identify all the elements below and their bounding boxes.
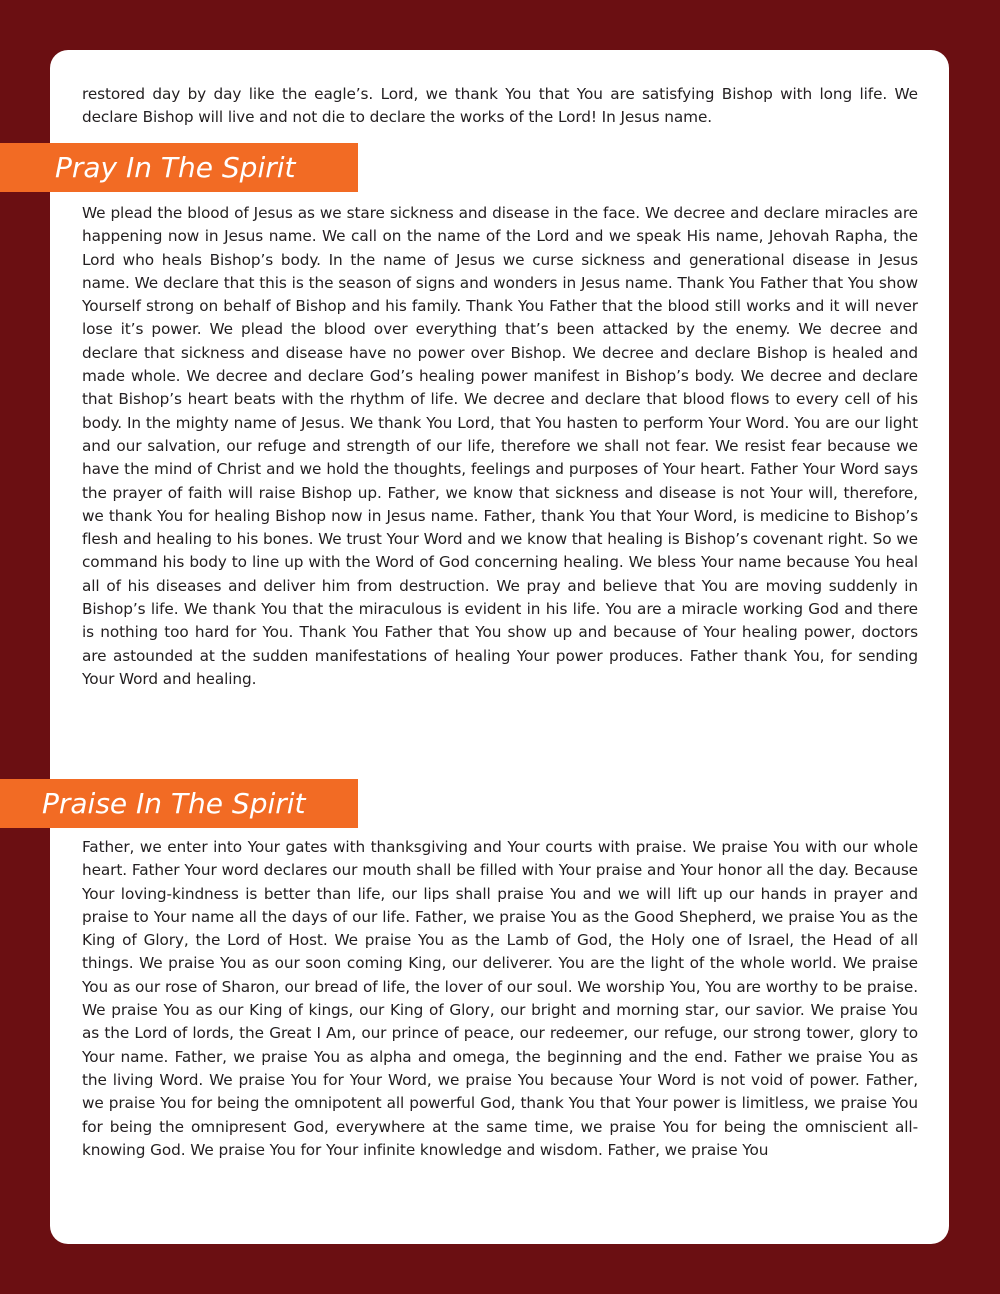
pray-section-heading: Pray In The Spirit [0, 143, 358, 192]
praise-section-heading: Praise In The Spirit [0, 779, 358, 828]
pray-paragraph: We plead the blood of Jesus as we stare sickness and disease in the face. We decree and declare miracles are happening now in Jesus name. We call on the name of the Lord and we speak His name, Jehovah Rapha, the Lord who heals Bishop’s body. In the name of Jesus we curse sickness and generational disease in Jesus name. We declare that this is the season of signs and wonders in Jesus name. Thank You Father that You show Yourself strong on behalf of Bishop and his family. Thank You Father that the blood still works and it will never lose it’s power. We plead the blood over everything that’s been attacked by the enemy. We decree and declare that sickness and disease have no power over Bishop. We decree and declare Bishop is healed and made whole. We decree and declare God’s healing power manifest in Bishop’s body. We decree and declare that Bishop’s heart beats with the rhythm of life. We decree and declare that blood flows to every cell of his body. In the mighty name of Jesus. We thank You Lord, that You hasten to perform Your Word. You are our light and our salvation, our refuge and strength of our life, therefore we shall not fear. We resist fear because we have the mind of Christ and we hold the thoughts, feelings and purposes of Your heart. Father Your Word says the prayer of faith will raise Bishop up. Father, we know that sickness and disease is not Your will, therefore, we thank You for healing Bishop now in Jesus name. Father, thank You that Your Word, is medicine to Bishop’s flesh and healing to his bones. We trust Your Word and we know that healing is Bishop’s covenant right. So we command his body to line up with the Word of God concerning healing. We bless Your name because You heal all of his diseases and deliver him from destruction. We pray and believe that You are moving suddenly in Bishop’s life. We thank You that the miraculous is evident in his life. You are a miracle working God and there is nothing too hard for You. Thank You Father that You show up and because of Your healing power, doctors are astounded at the sudden manifestations of healing Your power produces. Father thank You, for sending Your Word and healing. [82, 204, 918, 688]
intro-paragraph: restored day by day like the eagle’s. Lord, we thank You that You are satisfying Bishop with long life. We declare Bishop will live and not die to declare the works of the Lord! In Jesus name. [82, 85, 918, 127]
praise-paragraph: Father, we enter into Your gates with thanksgiving and Your courts with praise. We praise You with our whole heart. Father Your word declares our mouth shall be filled with Your praise and Your honor all the day. Because Your loving-kindness is better than life, our lips shall praise You and we will lift up our hands in prayer and praise to Your name all the days of our life. Father, we praise You as the Good Shepherd, we praise You as the King of Glory, the Lord of Host. We praise You as the Lamb of God, the Holy one of Israel, the Head of all things. We praise You as our soon coming King, our deliverer. You are the light of the whole world. We praise You as our rose of Sharon, our bread of life, the lover of our soul. We worship You, You are worthy to be praise. We praise You as our King of kings, our King of Glory, our bright and morning star, our savior. We praise You as the Lord of lords, the Great I Am, our prince of peace, our redeemer, our refuge, our strong tower, glory to Your name. Father, we praise You as alpha and omega, the beginning and the end. Father we praise You as the living Word. We praise You for Your Word, we praise You because Your Word is not void of power. Father, we praise You for being the omnipotent all powerful God, thank You that Your power is limitless, we praise You for being the omnipresent God, everywhere at the same time, we praise You for being the omniscient all-knowing God. We praise You for Your infinite knowledge and wisdom. Father, we praise You [82, 838, 918, 1159]
